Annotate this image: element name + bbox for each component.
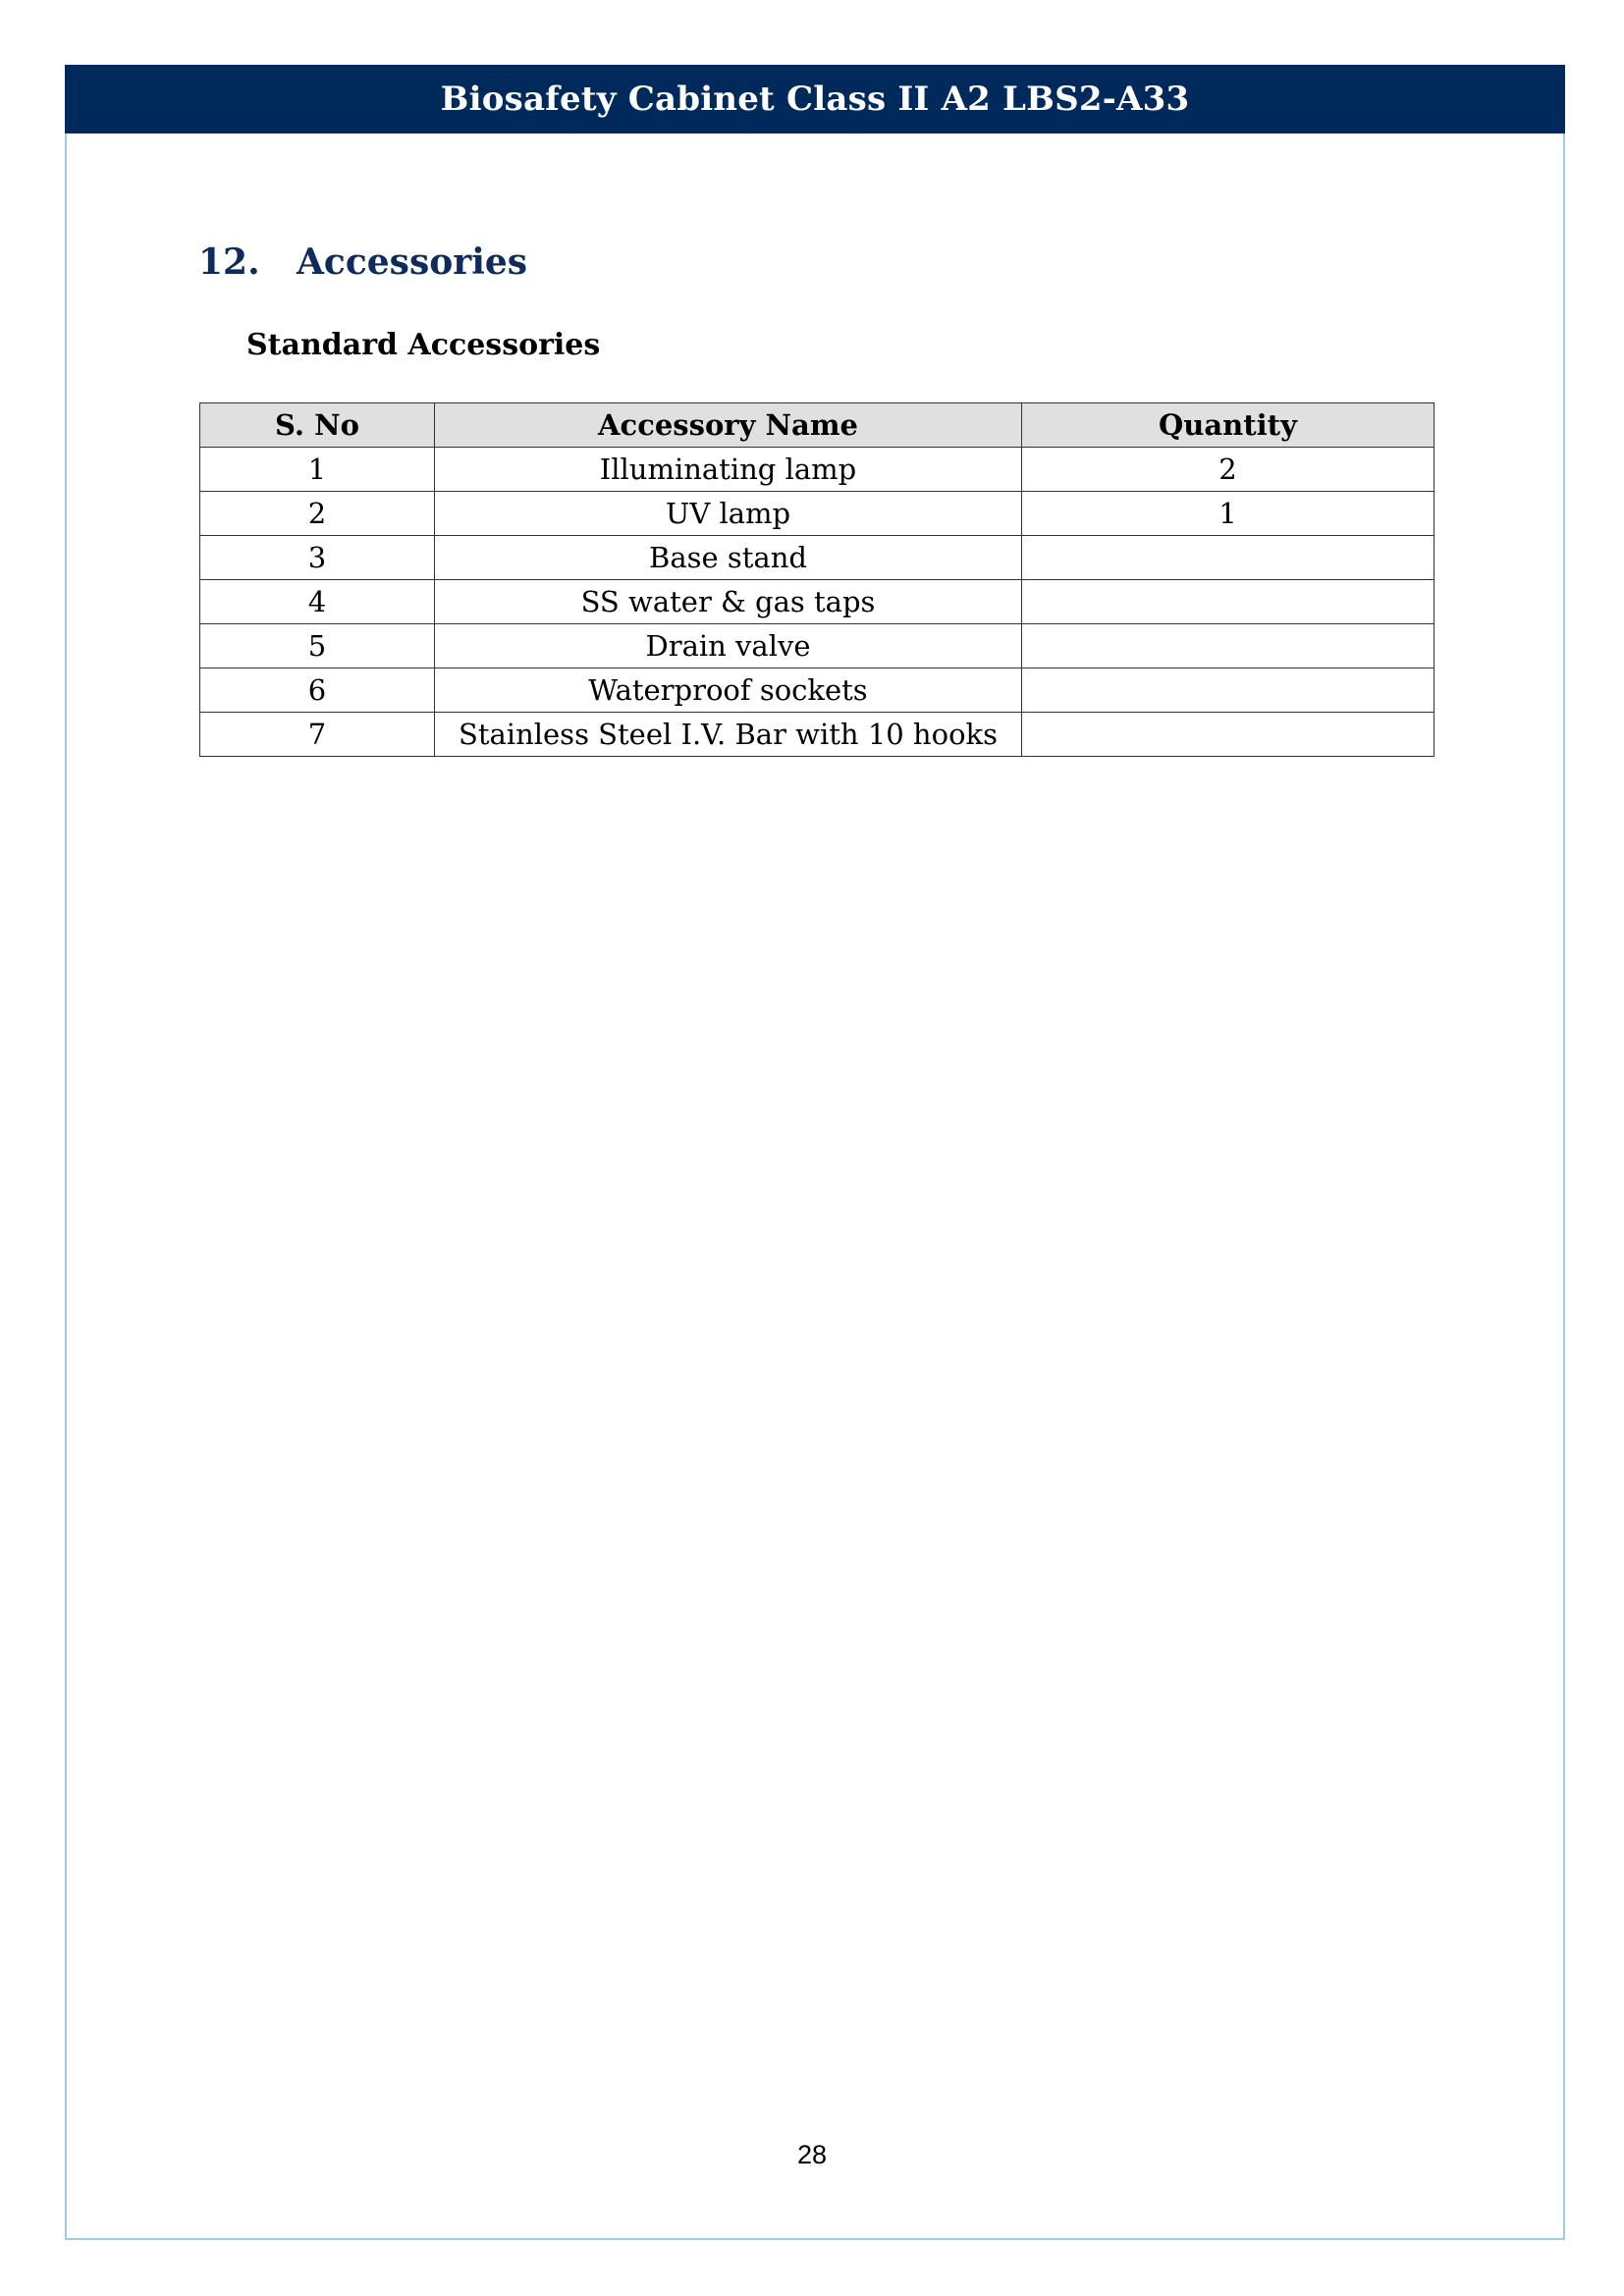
cell-accessory-name: Stainless Steel I.V. Bar with 10 hooks xyxy=(435,713,1022,757)
cell-quantity xyxy=(1022,668,1435,713)
accessories-table xyxy=(199,402,1435,757)
table-row xyxy=(200,492,1435,536)
table-row xyxy=(200,624,1435,668)
cell-accessory-name: Illuminating lamp xyxy=(435,448,1022,492)
cell-sno: 2 xyxy=(200,492,435,536)
header-quantity: Quantity xyxy=(1022,403,1435,448)
table-row xyxy=(200,713,1435,757)
subsection-title: Standard Accessories xyxy=(246,328,601,362)
cell-sno: 7 xyxy=(200,713,435,757)
cell-accessory-name: Base stand xyxy=(435,536,1022,580)
page-frame xyxy=(65,65,1565,2240)
table-row xyxy=(200,668,1435,713)
cell-accessory-name: UV lamp xyxy=(435,492,1022,536)
cell-quantity xyxy=(1022,624,1435,668)
table-row xyxy=(200,580,1435,624)
cell-sno: 6 xyxy=(200,668,435,713)
section-title: Accessories xyxy=(297,241,528,283)
table-row xyxy=(200,448,1435,492)
header-accessory-name: Accessory Name xyxy=(435,403,1022,448)
section-heading xyxy=(198,241,527,283)
header-sno: S. No xyxy=(200,403,435,448)
cell-quantity xyxy=(1022,580,1435,624)
cell-quantity xyxy=(1022,713,1435,757)
document-header xyxy=(65,65,1565,133)
cell-accessory-name: Drain valve xyxy=(435,624,1022,668)
cell-quantity xyxy=(1022,536,1435,580)
table-row xyxy=(200,536,1435,580)
cell-sno: 4 xyxy=(200,580,435,624)
cell-quantity: 1 xyxy=(1022,492,1435,536)
cell-sno: 5 xyxy=(200,624,435,668)
cell-sno: 3 xyxy=(200,536,435,580)
cell-sno: 1 xyxy=(200,448,435,492)
cell-quantity: 2 xyxy=(1022,448,1435,492)
cell-accessory-name: Waterproof sockets xyxy=(435,668,1022,713)
table-header-row xyxy=(200,403,1435,448)
cell-accessory-name: SS water & gas taps xyxy=(435,580,1022,624)
page-number: 28 xyxy=(796,2140,828,2169)
document-title: Biosafety Cabinet Class II A2 LBS2-A33 xyxy=(440,80,1190,119)
section-number: 12. xyxy=(198,241,260,283)
